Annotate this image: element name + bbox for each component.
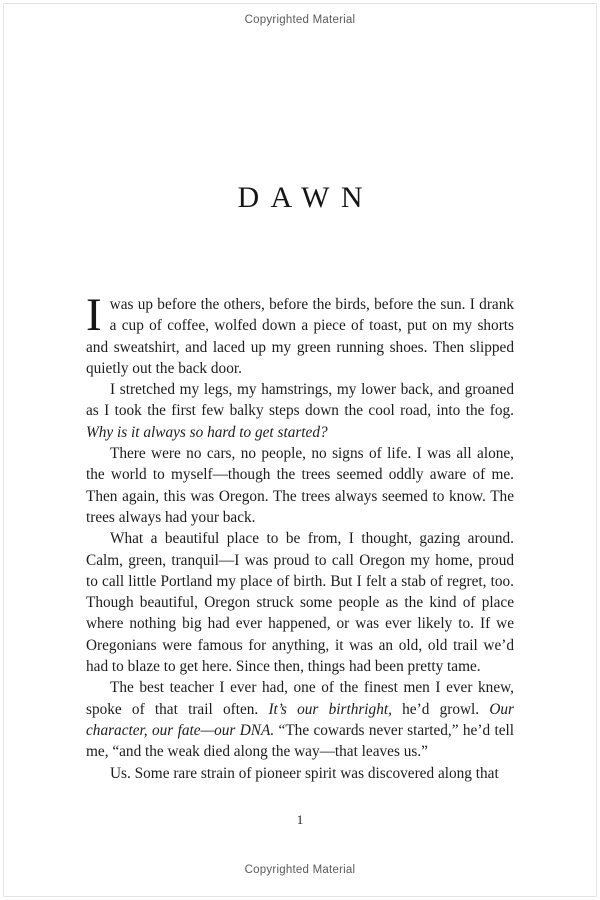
italic-text-run: Our character, our fate—our DNA.	[86, 700, 514, 739]
drop-cap: I	[86, 289, 102, 341]
text-run: Us. Some rare strain of pioneer spirit was discovered along that	[110, 764, 499, 782]
paragraph	[86, 289, 514, 379]
copyright-notice-top: Copyrighted Material	[244, 14, 356, 26]
body-text	[86, 289, 514, 784]
page-number: 1	[296, 812, 304, 827]
text-run: I stretched my legs, my hamstrings, my lower back, and groaned as I took the first few balky steps down the cool road, into the fog.	[86, 381, 514, 420]
italic-text-run: Why is it always so hard to get started?	[86, 423, 328, 441]
text-run: The best teacher I ever had, one of the finest men I ever knew, spoke of that trail often.	[86, 679, 514, 718]
paragraph	[86, 528, 514, 677]
copyright-notice-bottom: Copyrighted Material	[244, 864, 356, 876]
text-run: “The cowards never started,” he’d tell me, “and the weak died along the way—that leaves us.”	[86, 721, 514, 761]
paragraph	[86, 379, 514, 443]
paragraph	[86, 443, 514, 528]
paragraph	[86, 763, 514, 784]
paragraph	[86, 677, 514, 762]
text-run: What a beautiful place to be from, I thought, gazing around. Calm, green, tranquil—I was proud to call Oregon my home, proud to call little Portland my place of birth. But I felt a stab of regret, too. Though beautiful, Oregon struck some people as the kind of place where nothing big had ever happened, or was ever likely to. If we Oregonians were famous for anything, it was an old, old trail we’d had to blaze to get here. Since then, things had been pretty tame.	[86, 530, 514, 676]
italic-text-run: It’s our birthright,	[268, 700, 392, 718]
text-run: There were no cars, no people, no signs of life. I was all alone, the world to myself—though the trees seemed oddly aware of me. Then again, this was Oregon. The trees always seemed to know. The trees always had your back.	[86, 445, 514, 526]
chapter-title: DAWN	[237, 181, 374, 214]
text-run: he’d growl.	[391, 700, 490, 718]
text-run: was up before the others, before the birds, before the sun. I drank a cup of coffee, wolfed down a piece of toast, put on my shorts and sweatshirt, and laced up my green running shoes. Then slipped quietly out the back door.	[86, 296, 514, 377]
